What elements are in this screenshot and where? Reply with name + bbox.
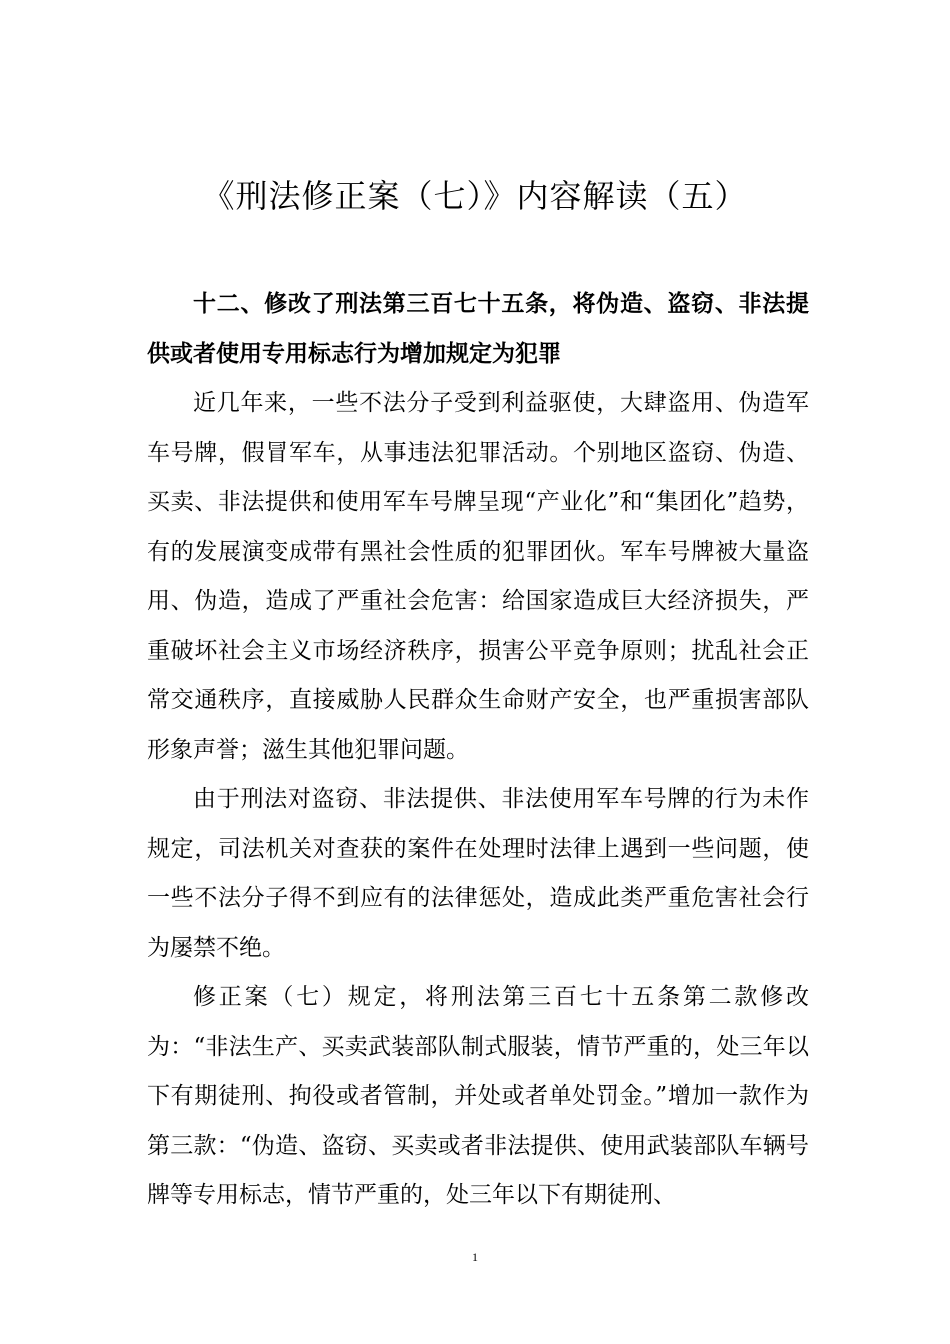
page-number: 1 [472, 1250, 478, 1264]
document-title: 《刑法修正案（七）》内容解读（五） [202, 177, 748, 215]
paragraph-2: 由于刑法对盗窃、非法提供、非法使用军车号牌的行为未作规定，司法机关对查获的案件在处理时法律上遇到一些问题，使一些不法分子得不到应有的法律惩处，造成此类严重危害社会行为屡禁不绝。 [147, 786, 809, 961]
paragraph-1: 近几年来，一些不法分子受到利益驱使，大肆盗用、伪造军车号牌，假冒军车，从事违法犯罪活动。个别地区盗窃、伪造、买卖、非法提供和使用军车号牌呈现“产业化”和“集团化”趋势，有的发展演变成带有黑社会性质的犯罪团伙。军车号牌被大量盗用、伪造，造成了严重社会危害：给国家造成巨大经济损失，严重破坏社会主义市场经济秩序，损害公平竞争原则；扰乱社会正常交通秩序，直接威胁人民群众生命财产安全，也严重损害部队形象声誉；滋生其他犯罪问题。 [147, 390, 809, 763]
document-body [147, 280, 809, 1221]
paragraph-3: 修正案（七）规定，将刑法第三百七十五条第二款修改为：“非法生产、买卖武装部队制式服装，情节严重的，处三年以下有期徒刑、拘役或者管制，并处或者单处罚金。”增加一款作为第三款：“伪造、盗窃、买卖或者非法提供、使用武装部队车辆号牌等专用标志，情节严重的，处三年以下有期徒刑、 [147, 984, 809, 1208]
section-heading: 十二、修改了刑法第三百七十五条，将伪造、盗窃、非法提供或者使用专用标志行为增加规定为犯罪 [147, 291, 809, 367]
